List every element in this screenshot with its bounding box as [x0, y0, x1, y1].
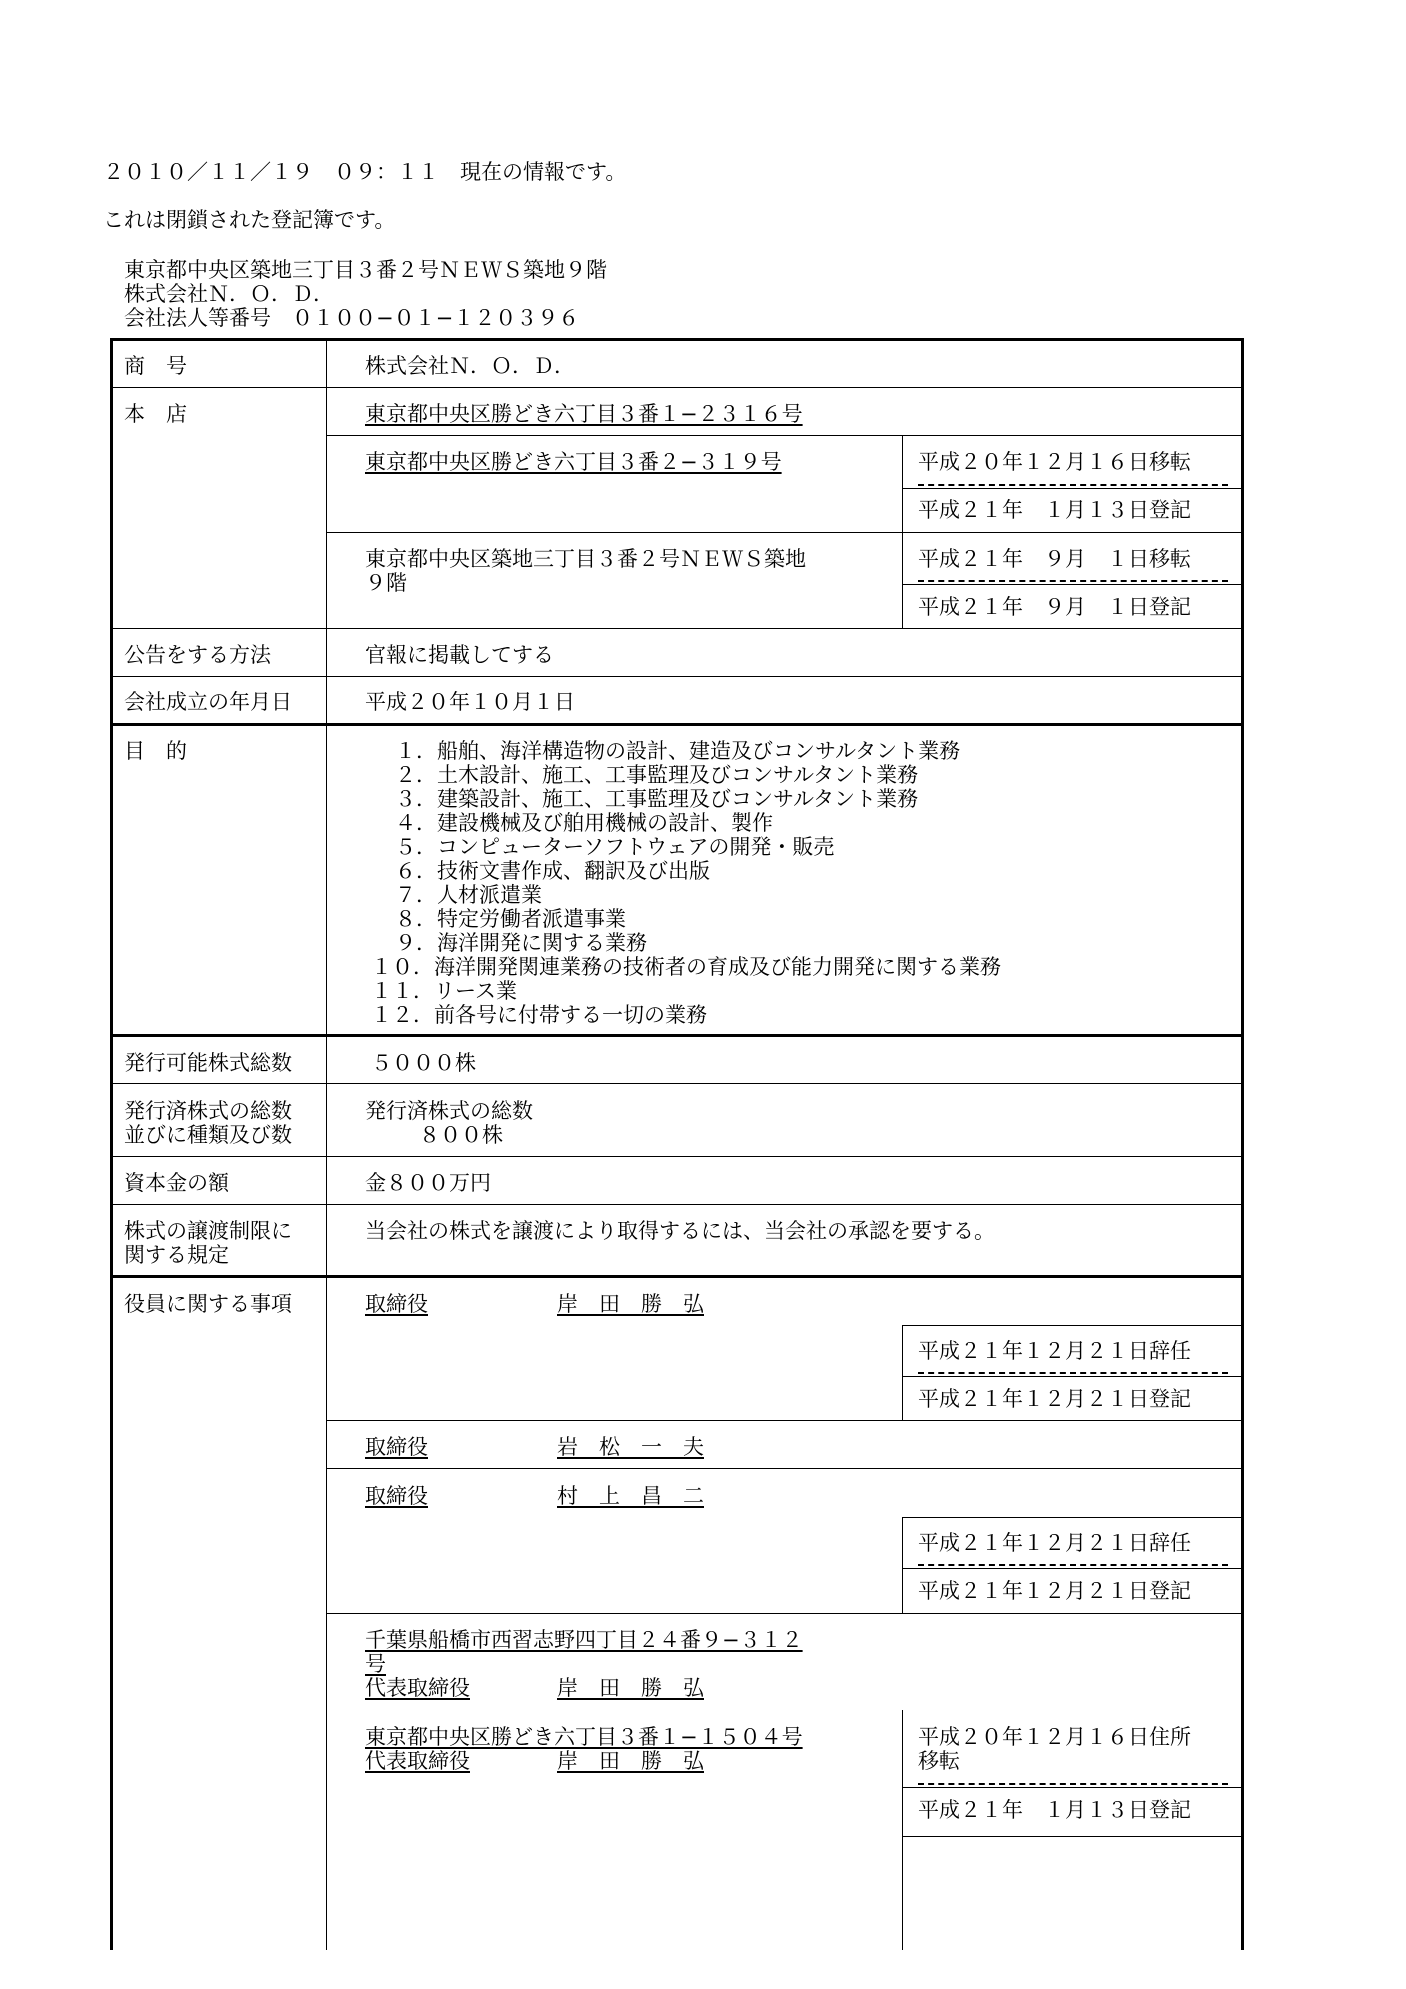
purpose-label: 目 的	[124, 739, 187, 763]
timestamp-text: ２０１０／１１／１９ ０９：１１ 現在の情報です。	[103, 160, 627, 184]
head-office-date-relocation: 平成２０年１２月１６日移転	[918, 450, 1191, 474]
row-divider-thick	[110, 1275, 1243, 1278]
representative-name: 岸 田 勝 弘	[557, 1749, 704, 1773]
capital-label: 資本金の額	[124, 1171, 229, 1195]
list-item: １．船舶、海洋構造物の設計、建造及びコンサルタント業務	[395, 739, 961, 763]
list-item: ６．技術文書作成、翻訳及び出版	[395, 859, 710, 883]
public-notice-value: 官報に掲載してする	[365, 643, 554, 667]
capital-value: 金８００万円	[365, 1171, 491, 1195]
date-cell-line	[902, 584, 1242, 585]
row-divider	[326, 435, 1242, 436]
list-item: ８．特定労働者派遣事業	[395, 907, 626, 931]
list-item: ３．建築設計、施工、工事監理及びコンサルタント業務	[395, 787, 919, 811]
representative-title: 代表取締役	[365, 1676, 470, 1700]
list-item: ２．土木設計、施工、工事監理及びコンサルタント業務	[395, 763, 919, 787]
officer-title: 取締役	[365, 1435, 428, 1459]
date-cell-divider	[902, 1325, 903, 1420]
table-border-right	[1241, 338, 1244, 1950]
representative-address-line1: 千葉県船橋市西習志野四丁目２４番９−３１２	[365, 1628, 803, 1652]
issued-shares-label-line2: 並びに種類及び数	[124, 1123, 292, 1147]
head-office-label: 本 店	[124, 402, 187, 426]
date-dash-separator	[918, 484, 1228, 486]
list-item: ４．建設機械及び舶用機械の設計、製作	[395, 811, 773, 835]
date-cell-line	[902, 1787, 1242, 1788]
head-office-address-3-line1: 東京都中央区築地三丁目３番２号ＮＥＷＳ築地	[365, 547, 806, 571]
head-office-address-1: 東京都中央区勝どき六丁目３番１−２３１６号	[365, 402, 803, 426]
representative-name: 岸 田 勝 弘	[557, 1676, 704, 1700]
officer-date-resignation: 平成２１年１２月２１日辞任	[918, 1339, 1191, 1363]
date-cell-line	[902, 1517, 1242, 1518]
date-dash-separator	[918, 1783, 1228, 1785]
public-notice-label: 公告をする方法	[124, 643, 271, 667]
authorized-shares-label: 発行可能株式総数	[124, 1051, 292, 1075]
officer-name: 村 上 昌 二	[557, 1484, 704, 1508]
representative-address-line2: 号	[365, 1652, 386, 1676]
issued-shares-value-line1: 発行済株式の総数	[365, 1099, 533, 1123]
established-label: 会社成立の年月日	[124, 690, 292, 714]
officer-date-registration: 平成２１年１２月２１日登記	[918, 1387, 1191, 1411]
row-divider	[326, 1420, 1242, 1421]
date-cell-line	[902, 1325, 1242, 1326]
date-cell-divider	[902, 1517, 903, 1613]
officer-date-registration: 平成２１年１２月２１日登記	[918, 1579, 1191, 1603]
head-office-date-registration: 平成２１年 ９月 １日登記	[918, 595, 1191, 619]
date-cell-divider	[902, 435, 903, 628]
trade-name-value: 株式会社Ｎ．Ｏ．Ｄ．	[365, 354, 575, 378]
date-cell-line	[902, 1568, 1242, 1569]
list-item: ７．人材派遣業	[395, 883, 542, 907]
date-cell-line	[902, 1836, 1242, 1837]
header-corporate-number: 会社法人等番号 ０１００−０１−１２０３９６	[124, 306, 580, 330]
list-item: １２．前各号に付帯する一切の業務	[371, 1003, 707, 1027]
head-office-address-2: 東京都中央区勝どき六丁目３番２−３１９号	[365, 450, 782, 474]
head-office-address-3-line2: ９階	[365, 571, 407, 595]
row-divider	[110, 676, 1243, 677]
established-value: 平成２０年１０月１日	[365, 690, 575, 714]
officer-title: 取締役	[365, 1292, 428, 1316]
officer-name: 岩 松 一 夫	[557, 1435, 704, 1459]
row-divider-thick	[110, 723, 1243, 726]
transfer-restriction-value: 当会社の株式を譲渡により取得するには、当会社の承認を要する。	[365, 1219, 995, 1243]
date-dash-separator	[918, 1564, 1228, 1566]
representative-address: 東京都中央区勝どき六丁目３番１−１５０４号	[365, 1725, 803, 1749]
row-divider	[110, 1204, 1243, 1205]
representative-date-move-line2: 移転	[918, 1749, 960, 1773]
table-column-divider	[326, 338, 327, 1950]
issued-shares-value-line2: ８００株	[419, 1123, 503, 1147]
officer-name: 岸 田 勝 弘	[557, 1292, 704, 1316]
officer-title: 取締役	[365, 1484, 428, 1508]
date-dash-separator	[918, 580, 1228, 582]
row-divider	[110, 628, 1243, 629]
trade-name-label: 商 号	[124, 354, 187, 378]
issued-shares-label-line1: 発行済株式の総数	[124, 1099, 292, 1123]
row-divider	[326, 1468, 1242, 1469]
authorized-shares-value: ５０００株	[371, 1051, 476, 1075]
date-dash-separator	[918, 1372, 1228, 1374]
list-item: ５．コンピューターソフトウェアの開発・販売	[395, 835, 835, 859]
date-cell-line	[902, 1376, 1242, 1377]
row-divider	[326, 532, 1242, 533]
representative-date-registration: 平成２１年 １月１３日登記	[918, 1798, 1191, 1822]
row-divider	[110, 387, 1243, 388]
header-company-name: 株式会社Ｎ．Ｏ．Ｄ．	[124, 282, 334, 306]
row-divider-thick	[110, 1034, 1243, 1037]
row-divider	[110, 1156, 1243, 1157]
header-address: 東京都中央区築地三丁目３番２号ＮＥＷＳ築地９階	[124, 258, 607, 282]
head-office-date-relocation: 平成２１年 ９月 １日移転	[918, 547, 1191, 571]
officers-label: 役員に関する事項	[124, 1292, 292, 1316]
head-office-date-registration: 平成２１年 １月１３日登記	[918, 498, 1191, 522]
table-border-left	[110, 338, 113, 1950]
list-item: １０．海洋開発関連業務の技術者の育成及び能力開発に関する業務	[371, 955, 1001, 979]
transfer-restriction-label-line1: 株式の譲渡制限に	[124, 1219, 292, 1243]
representative-date-move-line1: 平成２０年１２月１６日住所	[918, 1725, 1191, 1749]
date-cell-divider	[902, 1710, 903, 1950]
list-item: １１．リース業	[371, 979, 517, 1003]
row-divider	[110, 1083, 1243, 1084]
list-item: ９．海洋開発に関する業務	[395, 931, 647, 955]
officer-date-resignation: 平成２１年１２月２１日辞任	[918, 1531, 1191, 1555]
row-divider	[326, 1613, 1242, 1614]
table-border-top	[110, 338, 1243, 341]
date-cell-line	[902, 488, 1242, 489]
closed-notice: これは閉鎖された登記簿です。	[103, 208, 396, 232]
representative-title: 代表取締役	[365, 1749, 470, 1773]
transfer-restriction-label-line2: 関する規定	[124, 1243, 229, 1267]
